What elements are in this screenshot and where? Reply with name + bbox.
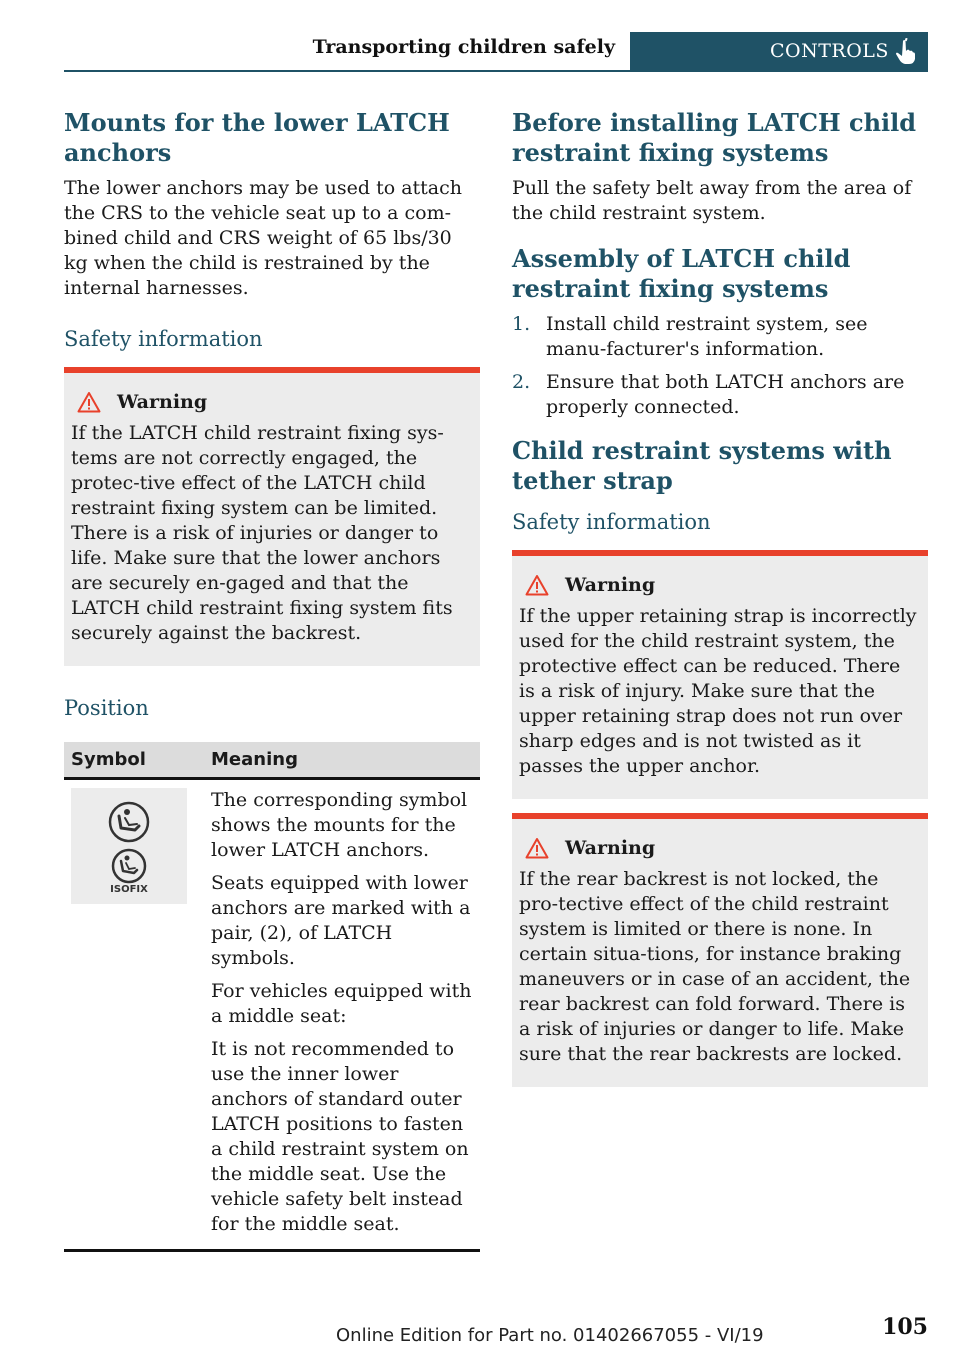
meaning-paragraph: For vehicles equipped with a middle seat:	[211, 979, 472, 1027]
left-column	[64, 108, 480, 1252]
warning-title-text: Warning	[565, 574, 656, 596]
right-column	[512, 108, 928, 1087]
mounts-heading: Mounts for the lower LATCH anchors	[64, 108, 450, 167]
meaning-paragraph: Seats equipped with lower anchors are marked with a pair, (2), of LATCH symbols.	[211, 871, 471, 969]
symbol-cell	[64, 778, 204, 1250]
controls-tab-label: CONTROLS	[770, 40, 889, 62]
warning-title	[519, 574, 921, 596]
warning-box-latch	[64, 367, 480, 666]
tether-strap-heading: Child restraint systems with tether strap	[512, 436, 892, 495]
warning-text: If the LATCH child restraint fixing sys-tems are not correctly engaged, the protec-tive effect of the LATCH child restraint fixing system can be limited. There is a risk of injuries or danger to life. Make sure that the lower anchors are securely en-gaged and that the LATCH child restraint fixing system fits securely against the backrest.	[71, 422, 453, 644]
step-number: 1.	[512, 313, 531, 335]
warning-title-text: Warning	[565, 837, 656, 859]
controls-tab[interactable]	[630, 32, 928, 72]
warning-text: If the upper retaining strap is incorrectly used for the child restraint system, the protective effect can be reduced. There is a risk of injury. Make sure that the upper retaining strap does not run over sharp edges and is not twisted as it passes the upper anchor.	[519, 605, 917, 777]
list-item	[512, 312, 928, 362]
warning-triangle-icon	[525, 574, 549, 596]
warning-box-strap	[512, 550, 928, 799]
position-heading: Position	[64, 696, 149, 720]
isofix-label: ISOFIX	[110, 883, 148, 895]
safety-info-heading: Safety information	[64, 327, 263, 351]
position-table	[64, 742, 480, 1252]
warning-text: If the rear backrest is not locked, the pro-tective effect of the child restraint system is limited or there is none. In certain situa-tions, for instance braking maneuvers or in case of an accident, the rear backrest can fold forward. There is a risk of injuries or danger to life. Make sure that the rear backrests are locked.	[519, 868, 911, 1065]
step-number: 2.	[512, 371, 531, 393]
assembly-steps	[512, 312, 928, 420]
safety-info-heading: Safety information	[512, 510, 711, 534]
table-row	[64, 778, 480, 1250]
before-installing-text: Pull the safety belt away from the area of the child restraint system.	[512, 177, 912, 224]
warning-box-backrest	[512, 813, 928, 1087]
assembly-heading: Assembly of LATCH child restraint fixing systems	[512, 244, 851, 303]
mounts-text: The lower anchors may be used to attach the CRS to the vehicle seat up to a com-bined child and CRS weight of 65 lbs/30 kg when the child is restrained by the internal harnesses.	[64, 177, 463, 299]
step-text: Install child restraint system, see manu-facturer's information.	[546, 313, 868, 360]
meaning-paragraph: The corresponding symbol shows the mounts for the lower LATCH anchors.	[211, 788, 468, 861]
meaning-cell	[204, 778, 480, 1250]
hand-pointer-icon	[894, 38, 918, 66]
column-header-symbol: Symbol	[64, 742, 204, 778]
warning-title	[71, 391, 473, 413]
meaning-paragraph: It is not recommended to use the inner lower anchors of standard outer LATCH positions to fasten a child restraint system on the middle seat. Use the vehicle safety belt instead for the middle seat.	[211, 1037, 469, 1235]
section-title: Transporting children safely	[312, 36, 615, 58]
before-installing-heading: Before installing LATCH child restraint fixing systems	[512, 108, 917, 167]
warning-title-text: Warning	[117, 391, 208, 413]
list-item	[512, 370, 928, 420]
warning-triangle-icon	[525, 837, 549, 859]
column-header-meaning: Meaning	[204, 742, 480, 778]
warning-triangle-icon	[77, 391, 101, 413]
footer-edition-text: Online Edition for Part no. 01402667055 - VI/19	[336, 1325, 764, 1346]
page-number: 105	[882, 1314, 928, 1340]
latch-symbol-image	[71, 788, 187, 904]
step-text: Ensure that both LATCH anchors are properly connected.	[546, 371, 905, 418]
warning-title	[519, 837, 921, 859]
table-header-row	[64, 742, 480, 778]
